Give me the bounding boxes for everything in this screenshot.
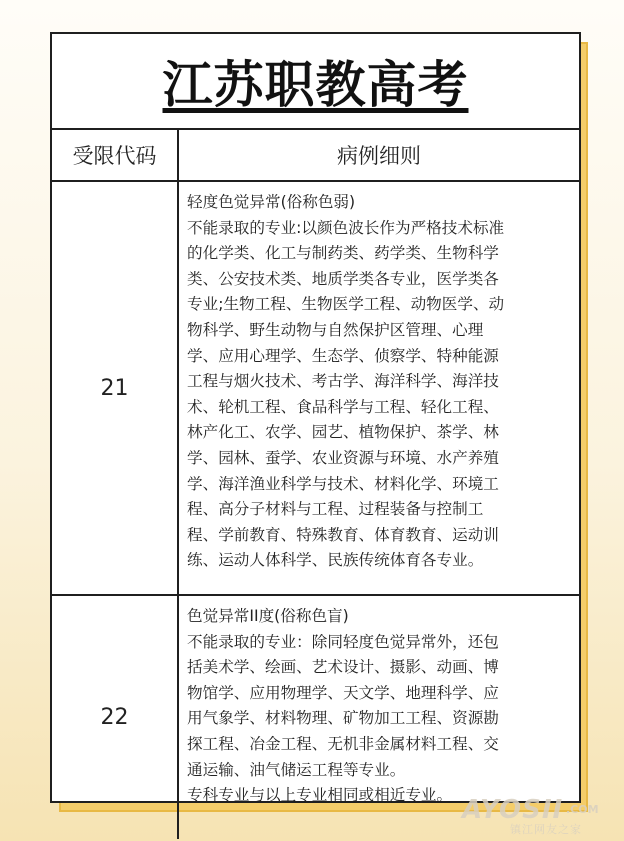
page-title: 江苏职教高考 xyxy=(162,56,469,114)
watermark-suffix: .COM xyxy=(566,803,599,816)
detail-line: 用气象学、材料物理、矿物加工工程、资源勘 xyxy=(187,709,499,728)
watermark-logo-text: AYOSII xyxy=(462,795,564,825)
detail-line: 专科专业与以上专业相同或相近专业。 xyxy=(187,786,453,805)
header-code: 受限代码 xyxy=(52,129,178,181)
restriction-detail xyxy=(178,181,579,595)
restriction-table xyxy=(52,128,579,839)
restriction-code: 22 xyxy=(52,595,178,839)
detail-line: 学、园林、蚕学、农业资源与环境、水产养殖 xyxy=(187,448,499,467)
detail-line: 物科学、野生动物与自然保护区管理、心理 xyxy=(187,320,484,339)
title-area xyxy=(52,34,579,128)
detail-line: 括美术学、绘画、艺术设计、摄影、动画、博 xyxy=(187,658,499,677)
detail-line: 的化学类、化工与制药类、药学类、生物科学 xyxy=(187,244,499,263)
detail-line: 林产化工、农学、园艺、植物保护、茶学、林 xyxy=(187,423,499,442)
detail-line: 专业;生物工程、生物医学工程、动物医学、动 xyxy=(187,295,505,314)
detail-line: 术、轮机工程、食品科学与工程、轻化工程、 xyxy=(187,397,499,416)
restriction-code: 21 xyxy=(52,181,178,595)
detail-line: 学、海洋渔业科学与技术、材料化学、环境工 xyxy=(187,474,499,493)
detail-line: 轻度色觉异常(俗称色弱) xyxy=(187,193,356,211)
site-watermark xyxy=(462,795,612,835)
detail-line: 学、应用心理学、生态学、侦察学、特种能源 xyxy=(187,346,499,365)
detail-line: 程、学前教育、特殊教育、体育教育、运动训 xyxy=(187,525,499,544)
table-header-row xyxy=(52,129,579,181)
detail-line: 练、运动人体科学、民族传统体育各专业。 xyxy=(187,551,484,570)
detail-line: 色觉异常II度(俗称色盲) xyxy=(187,607,349,625)
detail-line: 探工程、冶金工程、无机非金属材料工程、交 xyxy=(187,734,499,753)
detail-line: 不能录取的专业：除同轻度色觉异常外，还包 xyxy=(187,632,499,651)
detail-line: 通运输、油气储运工程等专业。 xyxy=(187,760,406,779)
table-row xyxy=(52,181,579,595)
detail-line: 工程与烟火技术、考古学、海洋科学、海洋技 xyxy=(187,372,499,391)
detail-line: 程、高分子材料与工程、过程装备与控制工 xyxy=(187,500,484,519)
detail-line: 物馆学、应用物理学、天文学、地理科学、应 xyxy=(187,683,499,702)
watermark-subtitle: 镇江网友之家 xyxy=(510,823,582,836)
header-detail: 病例细则 xyxy=(178,129,579,181)
detail-line: 不能录取的专业:以颜色波长作为严格技术标准 xyxy=(187,218,505,237)
info-card xyxy=(50,32,581,803)
detail-line: 类、公安技术类、地质学类各专业，医学类各 xyxy=(187,269,499,288)
